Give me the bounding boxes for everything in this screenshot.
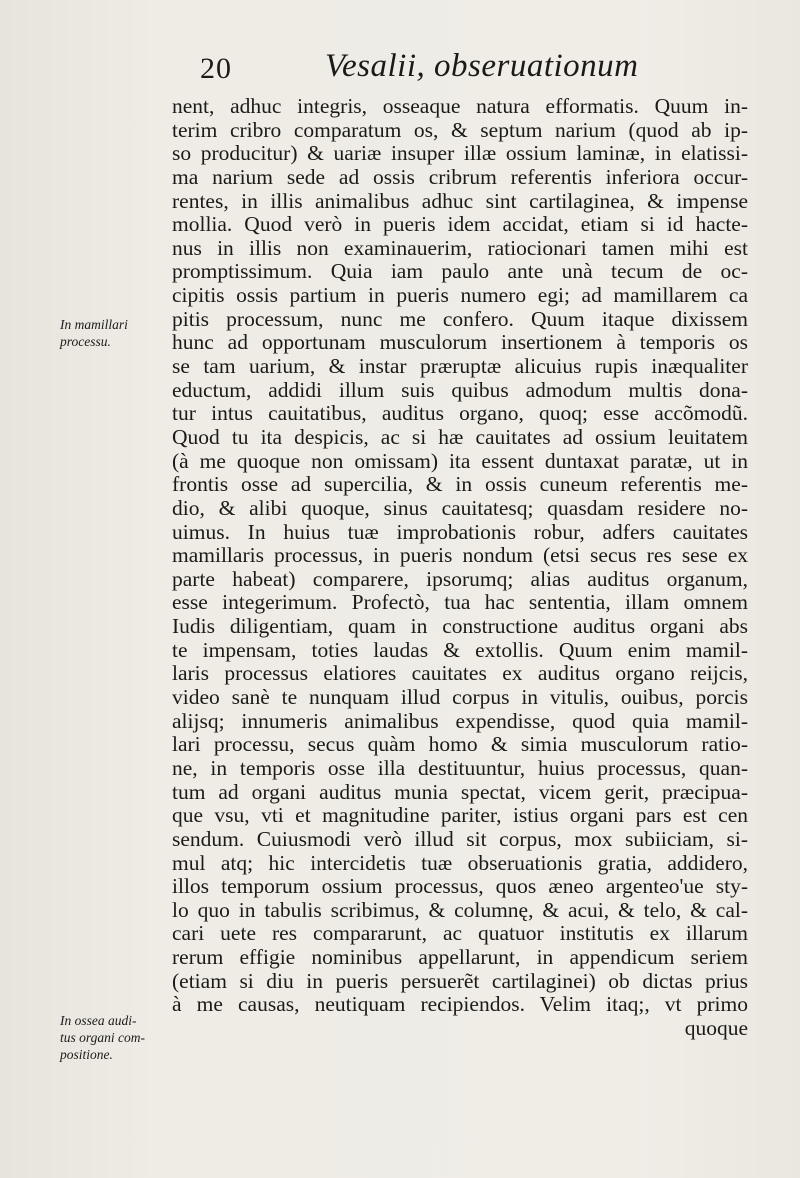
running-head bbox=[180, 48, 760, 88]
text-line: cipitis ossis partium in pueris numero egi; ad mamillarem ca bbox=[172, 284, 748, 308]
text-line: ma narium sede ad ossis cribrum referentis inferiora occur- bbox=[172, 165, 748, 189]
text-line: mul atq; hic intercidetis tuæ obseruationis gratia, addidero, bbox=[172, 851, 748, 875]
text-line: alijsq; innumeris animalibus expendisse, quod quia mamil- bbox=[172, 709, 748, 733]
text-line: que vsu, vti et magnitudine pariter, istius organi pars est cen bbox=[172, 804, 748, 828]
text-line: pitis processum, nunc me confero. Quum itaque dixissem bbox=[172, 307, 748, 331]
text-line: lo quo in tabulis scribimus, & columnę, & acui, & telo, & cal- bbox=[172, 898, 748, 922]
text-line: terim cribro comparatum os, & septum narium (quod ab ip- bbox=[172, 118, 748, 142]
text-line: (à me quoque non omissam) ita essent duntaxat paratæ, ut in bbox=[172, 449, 748, 473]
text-line: (etiam si diu in pueris persuerẽt cartilaginei) ob dictas prius bbox=[172, 969, 748, 993]
text-line: mollia. Quod verò in pueris idem accidat, etiam si id hacte- bbox=[172, 213, 748, 237]
text-line: video sanè te nunquam illud corpus in vitulis, ouibus, porcis bbox=[172, 686, 748, 710]
text-line: nent, adhuc integris, osseaque natura efformatis. Quum in- bbox=[172, 95, 748, 118]
text-line: mamillaris processus, in pueris nondum (etsi secus res sese ex bbox=[172, 544, 748, 568]
text-line: se tam uarium, & instar præruptæ alicuius rupis inæqualiter bbox=[172, 355, 748, 379]
text-line: rerum effigie nominibus appellarunt, in appendicum seriem bbox=[172, 946, 748, 970]
marginal-note-line: In mamillari bbox=[60, 317, 128, 332]
text-line: tum ad organi auditus munia spectat, vicem gerit, præcipua- bbox=[172, 780, 748, 804]
body-text bbox=[172, 95, 748, 1041]
text-line: illos temporum ossium processus, quos æneo argenteo'ue sty- bbox=[172, 875, 748, 899]
page-number: 20 bbox=[200, 52, 232, 85]
text-line: frontis osse ad supercilia, & in ossis cuneum referentis me- bbox=[172, 473, 748, 497]
text-line: hunc ad opportunam musculorum insertionem à temporis os bbox=[172, 331, 748, 355]
text-line: esse integerimum. Profectò, tua hac sententia, illam omnem bbox=[172, 591, 748, 615]
text-line: tur intus cauitatibus, auditus organo, quoq; esse accõmodũ. bbox=[172, 402, 748, 426]
text-line: Iudis diligentiam, quam in constructione auditus organi abs bbox=[172, 615, 748, 639]
text-line: ne, in temporis osse illa destituuntur, huius processus, quan- bbox=[172, 756, 748, 780]
running-title: Vesalii, obseruationum bbox=[325, 48, 639, 84]
text-line: parte habeat) comparere, ipsorumq; alias auditus organum, bbox=[172, 567, 748, 591]
text-line: à me causas, neutiquam recipiendos. Velim itaq;, vt primo bbox=[172, 993, 748, 1017]
text-line: so producitur) & uariæ insuper illæ ossium laminæ, in elatissi- bbox=[172, 142, 748, 166]
text-line: laris processus elatiores cauitates ex auditus organo reijcis, bbox=[172, 662, 748, 686]
text-line: nus in illis non examinauerim, ratiocionari tamen mihi est bbox=[172, 236, 748, 260]
text-line: dio, & alibi quoque, sinus cauitatesq; quasdam residere no- bbox=[172, 496, 748, 520]
text-line: eductum, addidi illum suis quibus admodum multis dona- bbox=[172, 378, 748, 402]
marginal-note-line: tus organi com- bbox=[60, 1030, 145, 1045]
text-line: Quod tu ita despicis, ac si hæ cauitates ad ossium leuitatem bbox=[172, 425, 748, 449]
text-line: te impensam, toties laudas & extollis. Quum enim mamil- bbox=[172, 638, 748, 662]
text-line: lari processu, secus quàm homo & simia musculorum ratio- bbox=[172, 733, 748, 757]
text-line: quoque bbox=[684, 1016, 748, 1040]
text-line: promptissimum. Quia iam paulo ante unà tecum de oc- bbox=[172, 260, 748, 284]
marginal-note-mastoid-process bbox=[60, 316, 164, 350]
text-line: sendum. Cuiusmodi verò illud sit corpus, mox subiiciam, si- bbox=[172, 827, 748, 851]
text-line: uimus. In huius tuæ improbationis robur, adfers cauitates bbox=[172, 520, 748, 544]
text-line: cari uete res compararunt, ac quatuor institutis ex illarum bbox=[172, 922, 748, 946]
marginal-note-auditory-organ bbox=[60, 1012, 164, 1063]
marginal-note-line: processu. bbox=[60, 334, 111, 349]
marginal-note-line: In ossea audi- bbox=[60, 1013, 137, 1028]
marginal-note-line: positione. bbox=[60, 1047, 113, 1062]
text-line: rentes, in illis animalibus adhuc sint cartilaginea, & impense bbox=[172, 189, 748, 213]
